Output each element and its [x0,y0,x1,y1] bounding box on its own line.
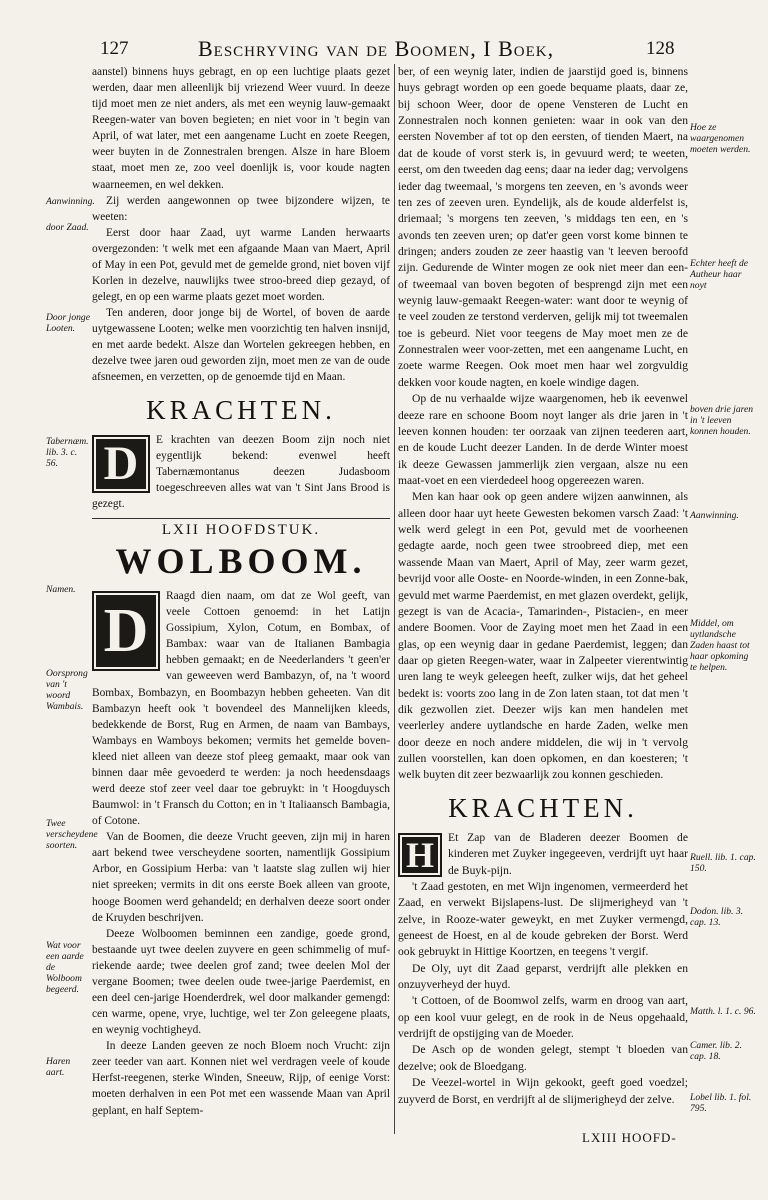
chapter-label: LXII HOOFDSTUK. [92,518,390,538]
margin-note: Wat voor een aarde de Wolboom begeerd. [46,940,84,995]
krachten-paragraph [92,432,390,512]
paragraph: Deeze Wolboomen beminnen een zandige, goede grond, bestaande uyt twee deelen zuyvere en geen schimmelig of muf-riekende aarde; twee deelen grof zand; twee deelen Mol der vergane Boomen; twee deelen oude twee-jarige Paerdemist, en een deel cen-jarige Hoenderdrek, wel door malkander gemengd: cen warme, opene, vrye, luchtige, wel ter Zon geleegene plaats, en weynig vochtigheyd. [92,927,390,1037]
margin-note: Tabernæm. lib. 3. c. 56. [46,436,89,469]
margin-note: Oorsprong van 't woord Wambais. [46,668,88,712]
margin-note: boven drie jaren in 't leeven konnen houden. [690,404,754,437]
left-column [92,64,390,1119]
margin-note: Haren aart. [46,1056,71,1078]
krachten-paragraph [398,830,688,879]
left-page-number: 127 [100,38,129,59]
chapter-title: WOLBOOM. [115,541,367,582]
decorated-initial: H [398,833,442,877]
margin-note: Middel, om uytlandsche Zaden haast tot haar opkoming te helpen. [690,618,750,673]
paragraph: ber, of een weynig later, indien de jaarstijd goed is, binnens huys gebragt worden op een goede bequame plaats, daar ze, bij schoon Weer, door de opene Vensteren de Lucht en Zonnestralen noch konnen genieten: waar in ook van den eersten November af tot op den eersten, of tienden Maert, na dat de koude of vorst sterk is, in gevuurd werd; te weeten, eerst, om den tweeden dag eens; daar na ieder dag; vervolgens ieder dag tweemaal, 's morgens ten zeeven, en 's avonds weer ten zes of zeeven uren. Eyndelijk, als de koude alderfelst is, driemaal; 's morgens ten zeeven, 's middags ten een, en 's avonds ten zeeven uren; op dat'er geen vorst kome binnen te dringen; anders zouden ze zeer haastig van 't leeven beroofd zijn. Gedurende de Winter mogen ze ook niet meer dan een- of tweemaal van boven begoten of besprengd zijn met een weynig lauw-gemaakt Reegen-water: want door te weynig of te veel zouden ze terstond verderven, gelijk mij tot tweemalen toe is gebeurd. Niet voor teegens de May moet men ze de Zonnestralen weer voor-zetten, met een aangename Lucht, en zoete warme Reegen. Ook moet men haar wel zorgvuldig dekken voor koude nagten, en koele windige dagen. [398,65,688,389]
paragraph: De Asch op de wonden gelegt, stempt 't bloeden van dezelve; ook de Bloedgang. [398,1043,688,1073]
right-column [398,64,688,1108]
section-heading-krachten: KRACHTEN. [146,394,336,425]
right-page-number: 128 [646,38,675,59]
paragraph: Zij werden aangewonnen op twee bijzondere wijzen, te weeten: [92,194,390,223]
paragraph: De Oly, uyt dit Zaad geparst, verdrijft alle plekken en onzuyverheyd der huyd. [398,961,688,992]
margin-note: Echter heeft de Autheur haar noyt [690,258,749,291]
margin-note: Camer. lib. 2. cap. 18. [690,1040,742,1062]
paragraph: 't Cottoen, of de Boomwol zelfs, warm en droog van aart, op een kool vuur gelegt, en de rook in de Neus opgehaald, verdrijft de opstijging van de Moeder. [398,994,688,1041]
paragraph: Men kan haar ook op geen andere wijzen aanwinnen, als alleen door haar uyt heete Gewesten bekomen varsch Zaad: 't welk werd gelegt in een Pot, gevuld met de voorheenen gedagte aarde, noch geen twee stroobreed diep, met een wassende Maan van Maert, April of May, zeer warm gezet, bevrijd voor alle Ooste- en Noorde-winden, in een Zonne-bak, gevuld met warme Paerdemist, en met glazen overdekt, gelijk, gezegt is van de Acacia-, Tamarinden-, Pistacien-, en meer andere Boomen. Voor de Zaying moet men het Zaad in een glas, op een weynig daar in gedane Paerdemist, leggen; dan daar op gieten Reegen-water, waar in Zalpeeter vierentwintig uren lang te weyk geleegen heeft, zulker wijs, dat het geheel bedekt is: voorts zoo lang in de Zon laten staan, tot dat men 't dik gezwollen ziet. Deezer wijs kan men handelen met veerlerley andere uytlandsche en harde Zaden, welke men door deeze en noch andere middelen, die wij in 't vervolg zullen voorstellen, kan doen opkomen, en dan koesteren; 't welk buyten dit zeer bezwaarlijk zou konnen geschieden. [398,490,688,782]
margin-note: Aanwinning. [46,196,95,207]
names-paragraph [92,588,390,829]
catchword: LXIII HOOFD- [582,1130,677,1145]
paragraph: Van de Boomen, die deeze Vrucht geeven, zijn mij in haren aart bekend twee verscheydene soorten, namentlijk Gossipium Arbor, en Gossipium Herba: van 't laatste slag zullen wij hier niet spreeken; vermits in dit ons eerste Boek alleen van groote, hooge Boomen werd gehandeld; en derhalven deeze soort onder de Kruyden beschrijven. [92,831,390,924]
column-divider [394,64,395,1134]
margin-note: Aanwinning. [690,510,739,521]
section-heading-krachten: KRACHTEN. [448,792,638,823]
running-head [0,34,768,68]
paragraph: Eerst door haar Zaad, uyt warme Landen herwaarts overgezonden: 't welk met een afgaande Maan van Maert, April of May in een Pot, gevuld met de gemelde grond, niet boven vijf Korlen in dezelve, nauwlijks twee stroo-breed diep gezayd, of gelegt, en op een warme plaats gezet moet worden. [92,226,390,304]
decorated-initial: D [92,591,160,671]
paragraph: 't Zaad gestoten, en met Wijn ingenomen, vermeerderd het Zaad, en verwekt Bijslapens-lust. De slijmerigheyd van 't zelve, in Rooze-water geweykt, en met Zuyker vermengd, geneest de Hoest, en al de koude gebreken der Borst. Werd ook gebruykt in Hittige Koortzen, en teegens 't vergif. [398,879,688,959]
paragraph: Ten anderen, door jonge bij de Wortel, of boven de aarde uytgewassene Looten; welke men voorzichtig ten halven insnijd, en met aarde bedekt. Alsze dan Wortelen gekreegen hebben, en dezelve twee jaren oud geworden zijn, moet men ze van de oude afsneemen, en verzetten, op de genoemde tijd en Maan. [92,307,390,384]
margin-note: Namen. [46,584,76,595]
running-title: Beschryving van de Boomen, I Boek, [198,36,555,61]
paragraph: De Veezel-wortel in Wijn gekookt, geeft goed voedzel; zuyverd de Borst, en verdrijft al de slijmerigheyd der zelve. [398,1076,688,1106]
margin-note: Hoe ze waargenomen moeten werden. [690,122,751,155]
names-text: Raagd dien naam, om dat ze Wol geeft, van veele Cottoen genoemd: in het Latijn Gossipium, Xylon, Cotum, en Bombax, of Bambax: waar van de Italianen Bambagia hebben gemaakt; en de Neederlanders 't geen'er van geweeven werd Bambazyn, of, na 't woord Bombax, Bombazyn, en Boombazyn hebben geheeten. Van dit Bambazyn heeft ook 't bovendeel des Mannelijken kleeds, bedekkende de Borst, Rug en Armen, de naam van Bambays, Wambays en Wamboys bekomen; vermits het gemelde boven-kleed niet alleen van deeze stof pleeg gemaakt, maar ook van binnen daar mêe gevoederd te werden: ja noch heedensdaags werd deeze stof zeer veel daar toe gebruykt: in 't Hoogduysch Baumwol: in 't Fransch du Cotton; en in 't Italiaansch Bambagia, of Cotone. [92,590,390,828]
margin-note: door Zaad. [46,222,89,233]
margin-note: Lobel lib. 1. fol. 795. [690,1092,752,1114]
paragraph: In deeze Landen geeven ze noch Bloem noch Vrucht: zijn zeer teeder van aart. Konnen niet wel verdragen veele of koude Herfst-reegenen, sterke Winden, Sneeuw, Rijp, of eenige Vorst: moeten derhalven in een Pot met een wassende Maan van April geplant, en half Septem- [92,1040,390,1117]
margin-note: Door jonge Looten. [46,312,90,334]
paragraph: Op de nu verhaalde wijze waargenomen, heb ik eevenwel deeze rare en schoone Boom noyt langer als drie jaren in 't leeven konnen houden: ter oorzaak van zijnen teederen aart, en de koude Lucht deezer Landen. In de derde Winter moest ik deeze Gewassen jammerlijk zien vergaan, alsze nu een maat-voet en een vierdedeel hoog opgereezen waren. [398,392,688,487]
margin-note: Twee verscheydene soorten. [46,818,98,851]
margin-note: Ruell. lib. 1. cap. 150. [690,852,756,874]
margin-note: Matth. l. 1. c. 96. [690,1006,756,1017]
paragraph: aanstel) binnens huys gebragt, en op een luchtige plaats gezet werden, daar men alleenlijk bij vriezend Weer vuurd. In deeze tijd moet men ze niet anders, als met een weynig lauw-gemaakt Reegen-water van boven begieten; en niet voor in 't begin van April, of wat later, met een aangename Lucht en zoete Reegen, weer buyten in de Zonnestralen brengen. Alsze in hare Bloem staat, moet men ze, zoo veel doenlijk is, voor koude nagten waarneemen, en wel dekken. [92,66,390,191]
margin-note: Dodon. lib. 3. cap. 13. [690,906,744,928]
krachten-text: E krachten van deezen Boom zijn noch niet eygentlijk bekend: evenwel heeft Tabernæmontanus deezen Judasboom toegeschreeven alles wat van 't Sint Jans Brood is gezegt. [92,433,390,510]
decorated-initial: D [92,435,150,493]
krachten-text: Et Zap van de Bladeren deezer Boomen de kinderen met Zuyker ingegeeven, verdrijft uyt haar de Buyk-pijn. [448,830,688,877]
